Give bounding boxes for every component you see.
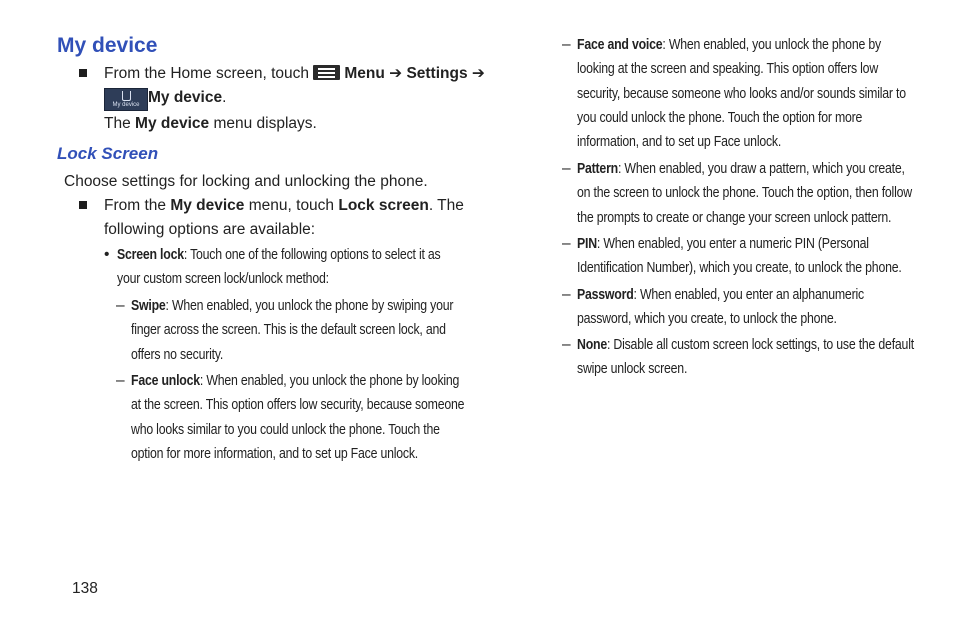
option-text: : When enabled, you unlock the phone by looking [199, 373, 460, 389]
step1-end: . [222, 89, 227, 106]
dash-icon: – [562, 36, 571, 53]
option-text: option for more information, and to set up Face unlock. [131, 445, 419, 462]
intro-text: Choose settings for locking and unlocking the phone. [64, 173, 428, 190]
menu-label: Menu [344, 65, 385, 82]
option-text: : When enabled, you enter a numeric PIN (Personal [596, 236, 869, 252]
option-text: : When enabled, you enter an alphanumeric [633, 287, 864, 303]
result-bold: My device [135, 115, 210, 132]
option-password [577, 283, 864, 332]
option-label: None [577, 337, 607, 353]
arrow-icon: ➔ [471, 65, 485, 82]
option-text: Identification Number), which you create, to unlock the phone. [577, 260, 902, 277]
option-pattern [577, 157, 912, 230]
dash-icon: – [562, 160, 571, 177]
settings-label: Settings [406, 65, 468, 82]
my-device-label: My device [148, 89, 223, 106]
square-bullet-icon [79, 201, 87, 209]
result-post: menu displays. [213, 115, 317, 132]
option-text: who looks similar to you could unlock the phone. Touch the [131, 421, 440, 438]
option-text: : When enabled, you draw a pattern, which you create, [617, 161, 905, 177]
round-bullet-icon: • [104, 246, 110, 263]
option-text: on the screen to unlock the phone. Touch the option, then follow [577, 185, 912, 202]
tile-label: My device [112, 102, 140, 108]
page-number: 138 [72, 580, 98, 597]
screen-lock-label: Screen lock [117, 247, 184, 263]
option-text: finger across the screen. This is the default screen lock, and [131, 322, 446, 339]
screen-lock-text: your custom screen lock/unlock method: [117, 271, 329, 288]
step1-target [148, 86, 226, 110]
step2-line2: following options are available: [104, 221, 316, 238]
section-heading: Lock Screen [57, 144, 159, 163]
option-label: Face unlock [131, 373, 200, 389]
option-text: security, because someone who looks and/or sounds similar to [577, 85, 906, 102]
option-text: at the screen. This option offers low security, because someone [131, 397, 465, 414]
option-label: Password [577, 287, 634, 303]
option-face-voice [577, 33, 906, 154]
option-text: you could unlock the phone. Touch the option for more [577, 109, 863, 126]
step2-bold1: My device [170, 197, 245, 214]
dash-icon: – [116, 297, 125, 314]
step-home-screen [104, 62, 485, 86]
step2-mid: menu, touch [248, 197, 335, 214]
step-lock-screen [104, 194, 464, 218]
dash-icon: – [562, 235, 571, 252]
screen-lock-item [117, 243, 440, 292]
page-title: My device [57, 34, 158, 57]
dash-icon: – [562, 286, 571, 303]
option-text: the prompts to create or change your screen unlock pattern. [577, 209, 892, 226]
option-none [577, 333, 914, 382]
menu-icon [313, 65, 340, 80]
arrow-icon: ➔ [389, 65, 403, 82]
option-text: offers no security. [131, 346, 224, 363]
phone-icon [122, 91, 131, 101]
option-text: information, and to set up Face unlock. [577, 134, 782, 151]
option-label: Pattern [577, 161, 618, 177]
option-label: Swipe [131, 298, 166, 314]
square-bullet-icon [79, 69, 87, 77]
step2-bold2: Lock screen [338, 197, 429, 214]
option-text: : When enabled, you unlock the phone by swiping your [165, 298, 454, 314]
option-text: : Disable all custom screen lock settings, to use the default [606, 337, 914, 353]
option-text: : When enabled, you unlock the phone by [662, 37, 881, 53]
result-line [104, 112, 317, 136]
option-text: swipe unlock screen. [577, 361, 688, 378]
option-pin [577, 232, 902, 281]
result-pre: The [104, 115, 131, 132]
option-label: PIN [577, 236, 597, 252]
option-label: Face and voice [577, 37, 663, 53]
option-face-unlock [131, 369, 464, 466]
screen-lock-text: : Touch one of the following options to select it as [183, 247, 441, 263]
option-text: looking at the screen and speaking. This option offers low [577, 61, 879, 78]
step2-pre: From the [104, 197, 167, 214]
step2-post: . The [428, 197, 464, 214]
dash-icon: – [562, 336, 571, 353]
dash-icon: – [116, 372, 125, 389]
step1-prefix: From the Home screen, touch [104, 65, 310, 82]
option-text: password, which you create, to unlock the phone. [577, 311, 837, 328]
option-swipe [131, 294, 453, 367]
my-device-tile-icon [104, 88, 148, 111]
